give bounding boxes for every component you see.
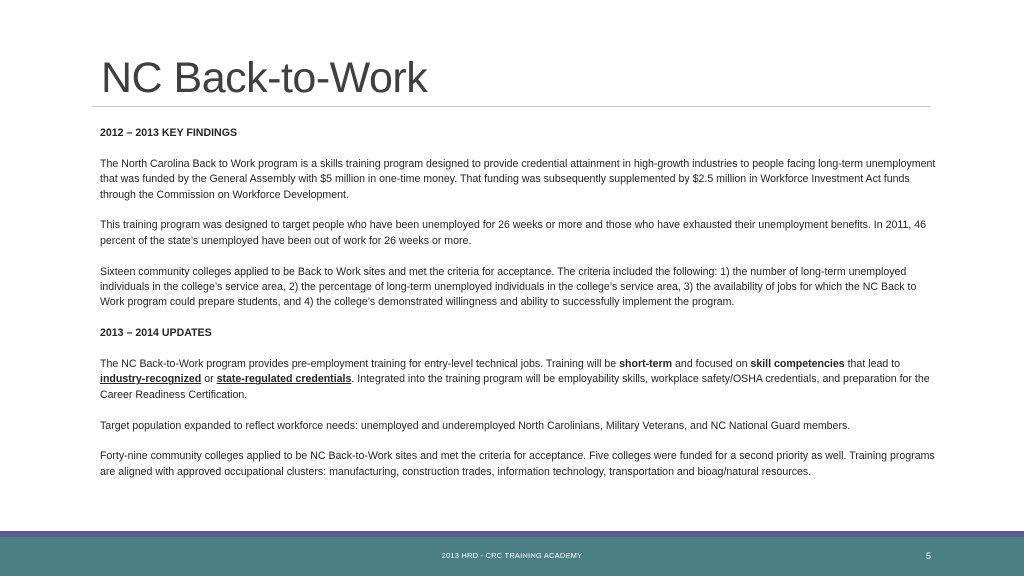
paragraph-site-criteria: Sixteen community colleges applied to be Back to Work sites and met the criteria for acceptance. The criteria included the following: 1) the number of long-term unemployed individuals in the college’s service area, 2) the percentage of long-term unemployed individuals in the college’s service area, 3) the availability of jobs for which the NC Back to Work program could prepare students, and 4) the college’s demonstrated willingness and ability to successfully implement the program.: [100, 265, 917, 309]
paragraph-program-overview: The North Carolina Back to Work program is a skills training program designed to provide credential attainment in high-growth industries to people facing long-term unemployment that was funded by the General Assembly with $5 million in one-time money. That funding was subsequently supplemented by $2.5 million in Workforce Investment Act funds through the Commission on Workforce Development.: [100, 157, 936, 201]
emphasis-industry-recognized: industry-recognized: [100, 373, 202, 386]
text-segment: that lead to: [844, 358, 901, 371]
text-segment: or: [201, 373, 217, 386]
emphasis-short-term: short-term: [619, 358, 673, 371]
section-heading-key-findings: 2012 – 2013 KEY FINDINGS: [100, 127, 238, 139]
paragraph-participating-colleges: Forty-nine community colleges applied to be NC Back-to-Work sites and met the criteria for acceptance. Five colleges were funded for a second priority as well. Training programs are aligned with approved occupational clusters: manufacturing, construction trades, information technology, transportation and bioag/natural resources.: [100, 450, 935, 478]
footer-text: 2013 HRD - CRC TRAINING ACADEMY: [441, 551, 583, 560]
emphasis-state-regulated-credentials: state-regulated credentials: [216, 373, 352, 386]
paragraph-expanded-population: Target population expanded to reflect workforce needs: unemployed and underemployed North Carolinians, Military Veterans, and NC National Guard members.: [100, 419, 851, 432]
emphasis-skill-competencies: skill competencies: [750, 358, 845, 371]
page-number: 5: [926, 551, 932, 561]
section-heading-updates: 2013 – 2014 UPDATES: [100, 327, 212, 340]
text-segment: and focused on: [672, 358, 751, 371]
text-segment: . Integrated into the training program will be employability skills, workplace safety/OSHA credentials, and preparation for the Career Readiness Certification.: [100, 373, 930, 401]
title-divider: [92, 106, 930, 107]
paragraph-training-description: [100, 357, 936, 403]
slide-title: NC Back-to-Work: [101, 54, 428, 102]
paragraph-target-population: This training program was designed to target people who have been unemployed for 26 weeks or more and those who have exhausted their unemployment benefits. In 2011, 46 percent of the state’s unemployed have been out of work for 26 weeks or more.: [100, 219, 927, 247]
text-segment: The NC Back-to-Work program provides pre-employment training for entry-level technical jobs. Training will be: [100, 358, 620, 371]
slide-content: [100, 126, 936, 496]
